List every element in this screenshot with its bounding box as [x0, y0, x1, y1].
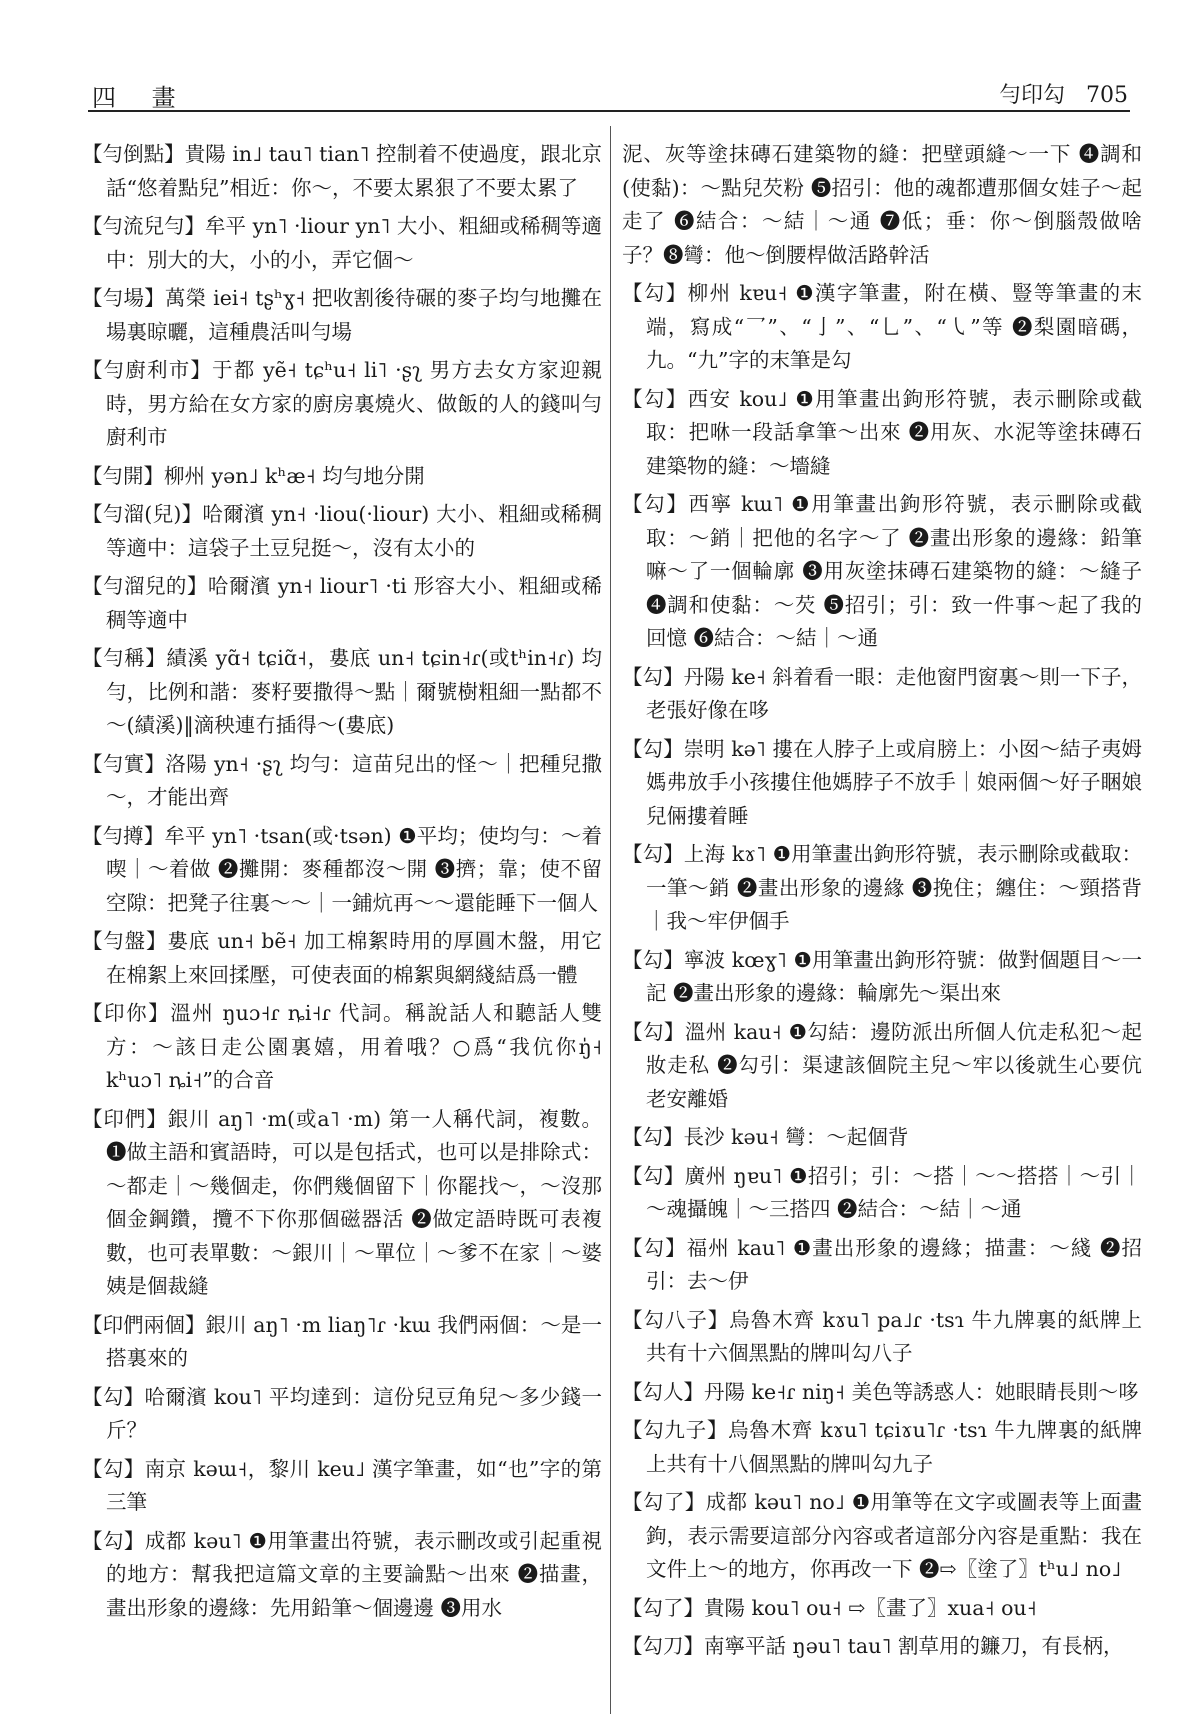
column-divider: [610, 126, 611, 1714]
dictionary-entry: 【勾】崇明 kə˥ 摟在人脖子上或肩膀上：小囡～結子夷姆媽弗放手小孩摟住他媽脖子不放手｜娘兩個～好子睏娘兒倆摟着睡: [622, 736, 1142, 828]
dictionary-entry: 【勾】南京 kəɯ˧，黎川 keu˩ 漢字筆畫，如“也”字的第三筆: [82, 1456, 602, 1514]
dictionary-entry: 【勻溜兒的】哈爾濱 yn˧ liour˥ ·ti 形容大小、粗細或稀稠等適中: [82, 574, 602, 632]
section-title: 四 畫: [92, 84, 190, 112]
dictionary-entry: 【勾】溫州 kau˧ ❶勾結：邊防派出所個人伉走私犯～起妝走私 ❷勾引：渠逮該個院主兒～牢以後就生心要伉老安離婚: [622, 1019, 1142, 1111]
dictionary-entry: 【勾】西安 kou˩ ❶用筆畫出鉤形符號，表示刪除或截取：把咻一段話拿筆～出來 ❷用灰、水泥等塗抹磚石建築物的縫：～墻縫: [622, 386, 1142, 478]
dictionary-entry: 【勾】福州 kau˥ ❶畫出形象的邊緣；描畫：～綫 ❷招引：去～伊: [622, 1235, 1142, 1293]
dictionary-entry: 【勾】丹陽 ke˧ 斜着看一眼：走他窗門窗裏～則一下子，老張好像在哆: [622, 664, 1142, 722]
dictionary-entry: 【勾刀】南寧平話 ŋəu˥ tau˥ 割草用的鐮刀，有長柄，: [622, 1634, 1124, 1658]
dictionary-entry: 【勾】寧波 kœɣ˥ ❶用筆畫出鉤形符號：做對個題目～一記 ❷畫出形象的邊緣：輪廓先～渠出來: [622, 947, 1142, 1005]
dictionary-entry: 【勻開】柳州 yən˩ kʰæ˧ 均勻地分開: [82, 463, 425, 488]
dictionary-entry: 【勾八子】烏魯木齊 kɤu˥ pa˩ɾ ·tsɿ 牛九牌裏的紙牌上共有十六個黑點的牌叫勾八子: [622, 1307, 1142, 1365]
dictionary-entry: 【印們】銀川 aŋ˥ ·m(或a˥ ·m) 第一人稱代詞，複數。❶做主語和賓語時，可以是包括式，也可以是排除式：～都走｜～幾個走，你們幾個留下｜你罷找～，～沒那個金鋼鑽，攬不下你那個磁器活 ❷做定語時既可表複數，也可表單數：～銀川｜～單位｜～爹不在家｜～婆姨是個裁縫: [82, 1106, 602, 1298]
dictionary-entry: 【勻實】洛陽 yn˧ ·ʂʅ 均勻：這苗兒出的怪～｜把種兒撒～，才能出齊: [82, 751, 602, 809]
dictionary-entry: 【印們兩個】銀川 aŋ˥ ·m liaŋ˥ɾ ·kɯ 我們兩個：～是一搭裏來的: [82, 1312, 602, 1370]
page-number: 705: [1086, 83, 1128, 108]
left-column: [82, 138, 602, 1630]
guide-characters: 勻印勾: [998, 83, 1065, 108]
dictionary-entry: 泥、灰等塗抹磚石建築物的縫：把壁頭縫～一下 ❹調和(使黏)：～點兒芡粉 ❺招引：他的魂都遭那個女娃子～起走了 ❻結合：～結｜～通 ❼低；垂：你～倒腦殼做啥子？❽彎：他～倒腰桿做活路幹活: [622, 142, 1142, 267]
dictionary-entry: 【勾】哈爾濱 kou˥ 平均達到：這份兒豆角兒～多少錢一斤？: [82, 1384, 602, 1442]
dictionary-entry: 【勾】柳州 kɐu˧ ❶漢字筆畫，附在橫、豎等筆畫的末端，寫成“乛”、“亅”、“乚”、“㇂”等 ❷梨園暗碼，九。“九”字的末筆是勾: [622, 281, 1142, 372]
dictionary-entry: 【勻流兒勻】牟平 yn˥ ·liour yn˥ 大小、粗細或稀稠等適中：別大的大，小的小，弄它個～: [82, 214, 602, 272]
dictionary-entry: 【勾】上海 kɤ˥ ❶用筆畫出鉤形符號，表示刪除或截取：一筆～銷 ❷畫出形象的邊緣 ❸挽住；纏住：～頸搭背｜我～牢伊個手: [622, 842, 1142, 933]
header-right: [999, 78, 1128, 109]
dictionary-entry: 【勻撙】牟平 yn˥ ·tsan(或·tsən) ❶平均；使均勻：～着喫｜～着做 ❷攤開：麥種都沒～開 ❸擠；靠；使不留空隙：把凳子往裏～～｜一鋪炕再～～還能睡下一個人: [82, 823, 602, 915]
dictionary-entry: 【勾】廣州 ŋɐu˥ ❶招引；引：～搭｜～～搭搭｜～引｜～魂攝魄｜～三搭四 ❷結合：～結｜～通: [622, 1163, 1142, 1221]
dictionary-entry: 【勾】成都 kəu˥ ❶用筆畫出符號，表示刪改或引起重視的地方：幫我把這篇文章的主要論點～出來 ❷描畫，畫出形象的邊緣：先用鉛筆～個邊邊 ❸用水: [82, 1528, 602, 1620]
running-header: [88, 76, 1130, 112]
right-column: [622, 138, 1142, 1669]
dictionary-entry: 【勻稱】績溪 yɑ̃˧ tɕiɑ̃˧，婁底 un˧ tɕin˧ɾ(或tʰin˧ɾ) 均勻，比例和諧：麥籽要撒得～點｜爾號樹粗細一點都不～(績溪)‖滴秧連冇插得～(婁底): [82, 646, 602, 737]
dictionary-entry: 【勾了】貴陽 kou˥ ou˧ ⇨〖畫了〗xua˧ ou˧: [622, 1595, 1037, 1620]
dictionary-entry: 【勻溜(兒)】哈爾濱 yn˧ ·liou(·liour) 大小、粗細或稀稠等適中：這袋子土豆兒挺～，沒有太小的: [82, 502, 602, 560]
dictionary-entry: 【勾】西寧 kɯ˥ ❶用筆畫出鉤形符號，表示刪除或截取：～銷｜把他的名字～了 ❷畫出形象的邊緣：鉛筆嘛～了一個輪廓 ❸用灰塗抹磚石建築物的縫：～縫子 ❹調和使黏：～芡 ❺招引；引：致一件事～起了我的回憶 ❻結合：～結｜～通: [622, 492, 1142, 650]
dictionary-entry: 【勻盤】婁底 un˧ bẽ˧ 加工棉絮時用的厚圓木盤，用它在棉絮上來回揉壓，可使表面的棉絮與網綫結爲一體: [82, 929, 602, 987]
dictionary-entry: 【勾九子】烏魯木齊 kɤu˥ tɕiɤu˥ɾ ·tsɿ 牛九牌裏的紙牌上共有十八個黑點的牌叫勾九子: [622, 1418, 1142, 1476]
dictionary-entry: 【印你】溫州 ŋuɔ˧ɾ ȵi˧ɾ 代詞。稱說話人和聽話人雙方：～該日走公園裏嬉，用着哦？○爲“我伉你ŋ̍˧ kʰuɔ˥ ȵi˧”的合音: [82, 1001, 602, 1092]
dictionary-entry: 【勾】長沙 kəu˧ 彎：～起個背: [622, 1125, 909, 1149]
dictionary-entry: 【勻倒點】貴陽 in˩ tau˥ tian˥ 控制着不使過度，跟北京話“悠着點兒”相近：你～，不要太累狠了不要太累了: [82, 142, 602, 200]
dictionary-entry: 【勻場】萬榮 iei˧ tʂʰɣ˧ 把收割後待碾的麥子均勻地攤在場裏晾曬，這種農活叫勻場: [82, 286, 602, 344]
dictionary-entry: 【勻廚利市】于都 yẽ˧ tɕʰu˧ li˥ ·ʂʅ 男方去女方家迎親時，男方給在女方家的廚房裏燒火、做飯的人的錢叫勻廚利市: [82, 358, 602, 449]
dictionary-entry: 【勾了】成都 kəu˥ no˩ ❶用筆等在文字或圖表等上面畫鉤，表示需要這部分內容或者這部分內容是重點：我在文件上～的地方，你再改一下 ❷⇨〖塗了〗tʰu˩ no˩: [622, 1490, 1142, 1581]
dictionary-entry: 【勾人】丹陽 ke˧ɾ niŋ˧ 美色等誘惑人：她眼睛長則～哆: [622, 1379, 1139, 1404]
